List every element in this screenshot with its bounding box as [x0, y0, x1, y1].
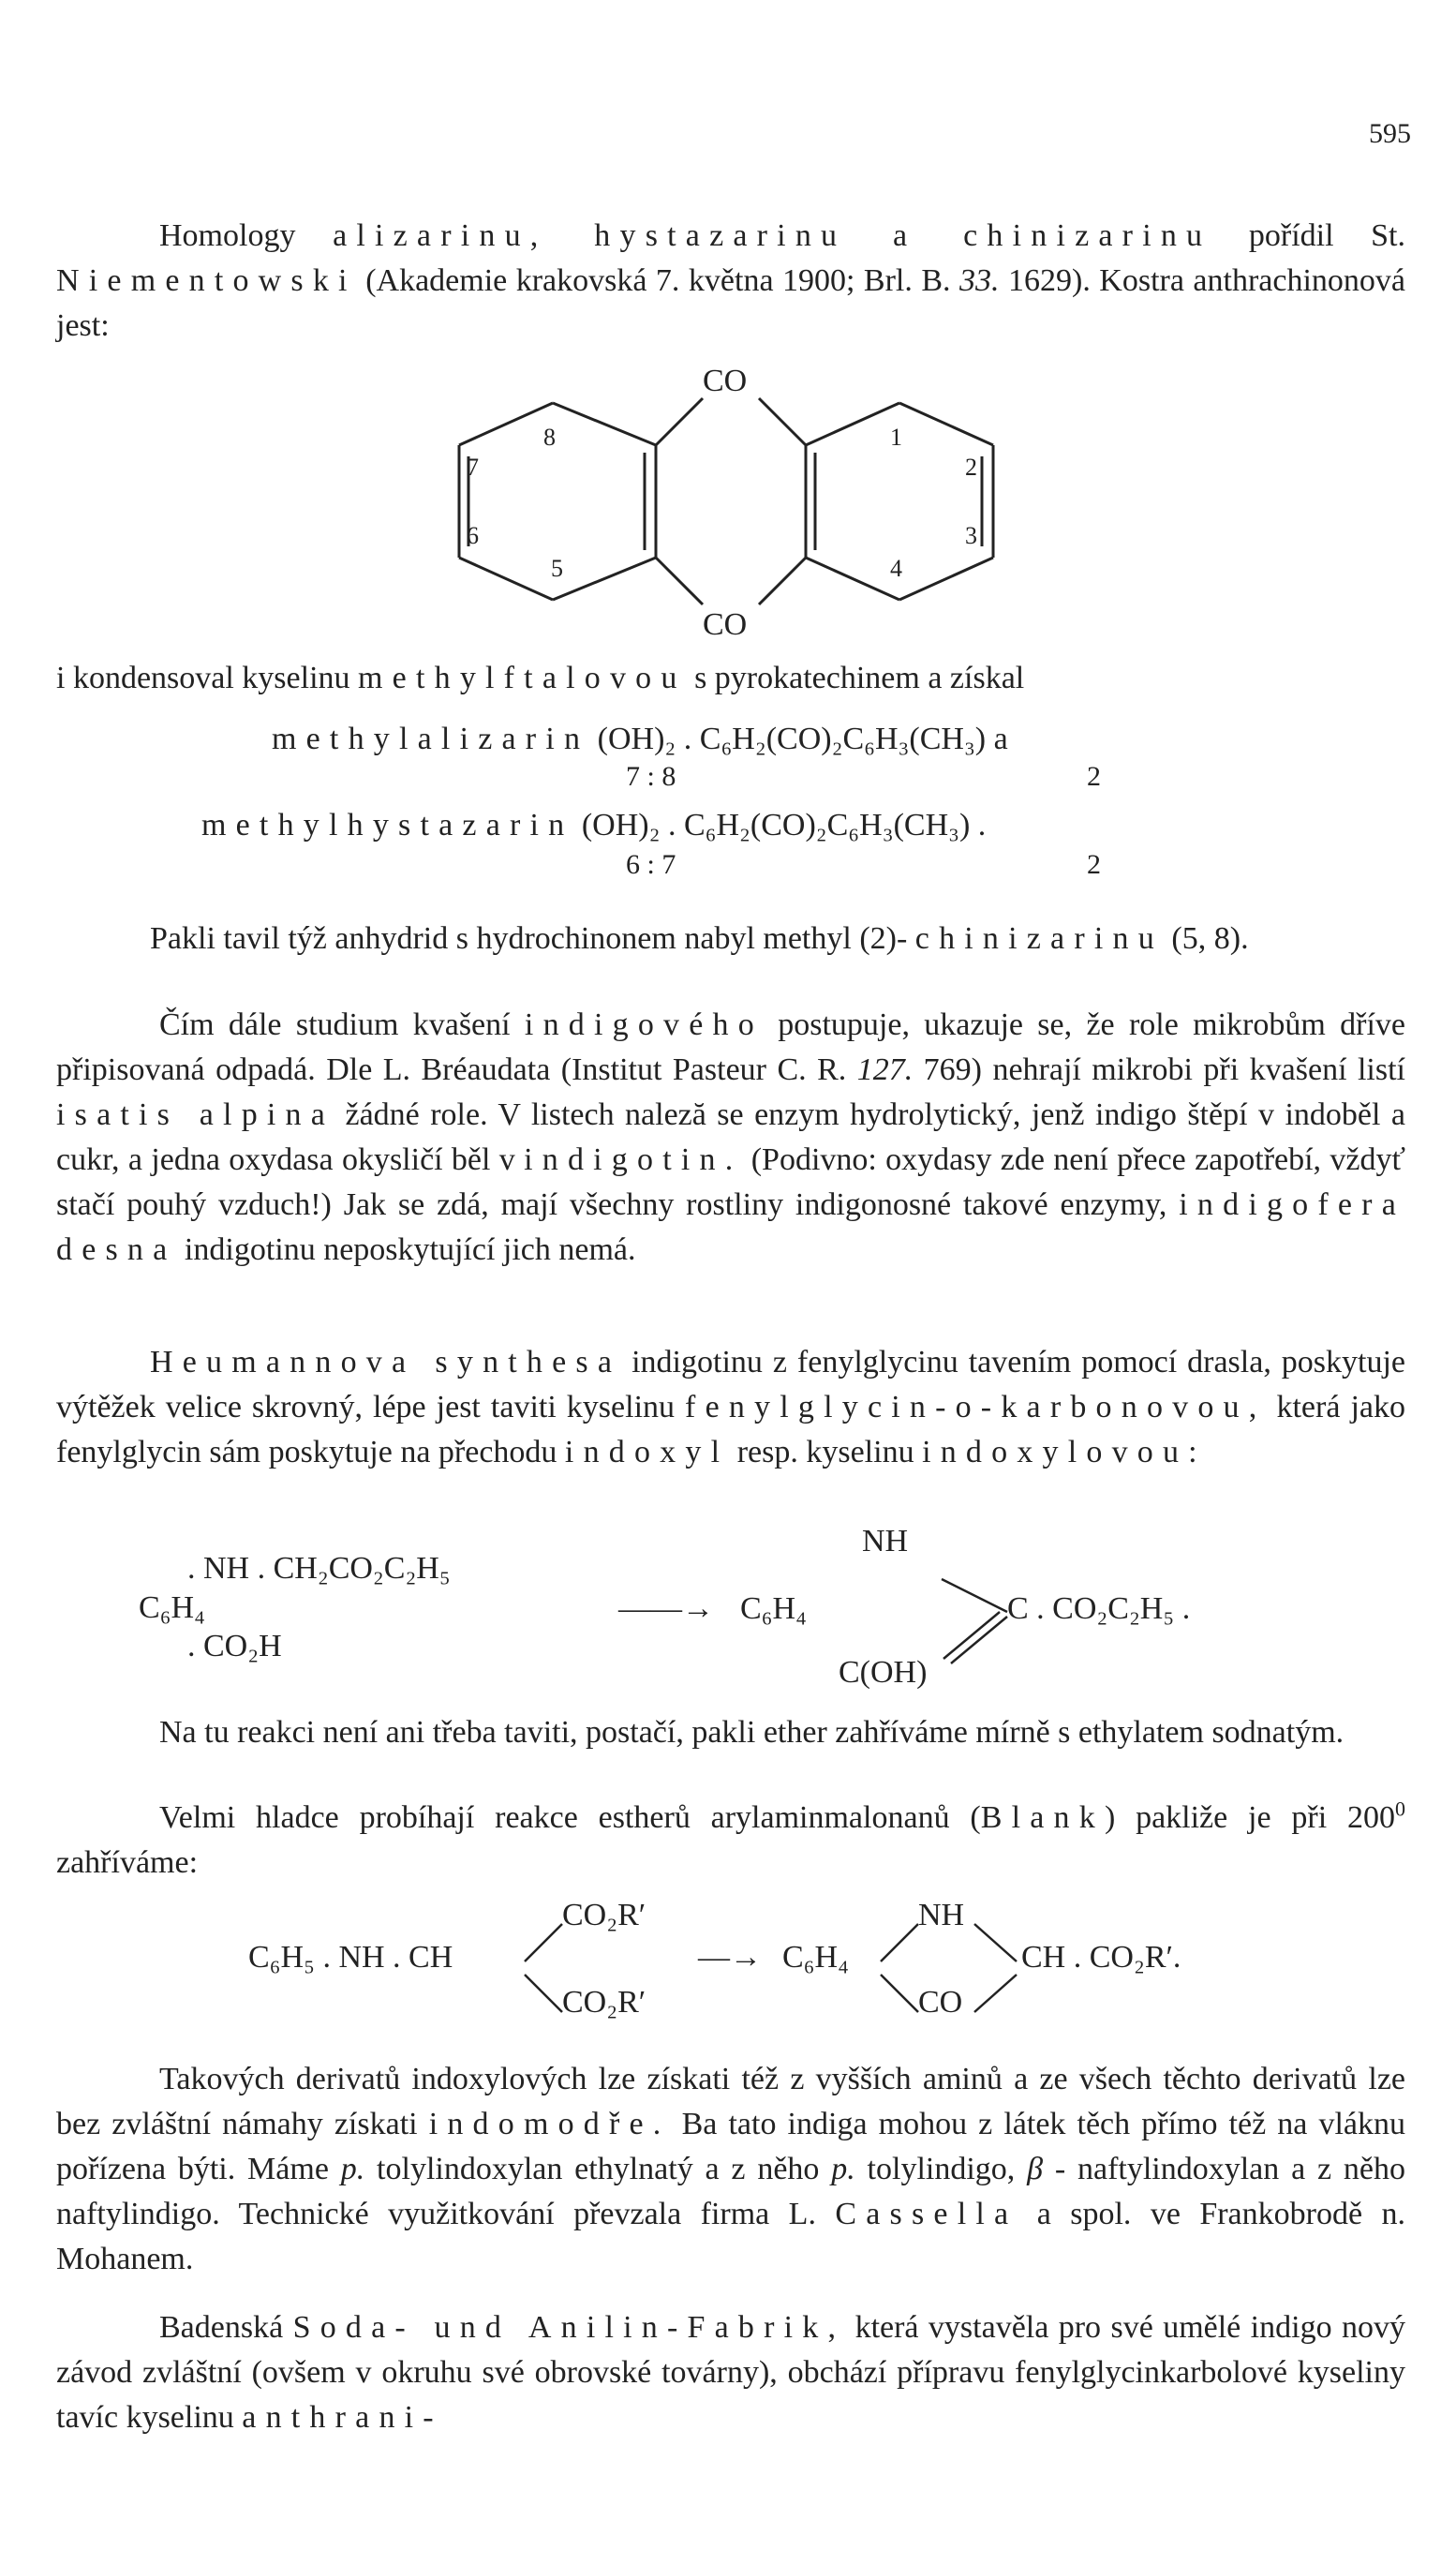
carbonyl-top-label: CO [703, 364, 748, 398]
reaction2-malonate-bonds [520, 1916, 567, 2020]
reaction1-coh: C(OH) [839, 1655, 928, 1690]
paragraph-heumann-synthesis: Heumannova synthesa indigotinu z fenylglycinu tavením pomocí drasla, poskytuje výtěžek velice skrovný, lépe jest taviti kyselinu fenylglycin-o-karbonovou, která jako fenylglycin sám poskytuje na přechodu indoxyl resp. kyselinu indoxylovou: [56, 1345, 1405, 1469]
paragraph-chinizarin: Pakli tavil týž anhydrid s hydrochinonem nabyl methyl (2)- chinizarinu (5, 8). [150, 921, 1249, 956]
position-5: 5 [551, 555, 563, 582]
reaction1-ring-bonds [932, 1574, 1017, 1668]
position-4: 4 [890, 555, 902, 582]
reaction2-ring-bonds [876, 1916, 1026, 2020]
reaction1-arrow: ——→ [618, 1591, 714, 1626]
position-2: 2 [965, 454, 977, 481]
formula-methylalizarin: methylalizarin (OH)₂ . C₆H₂(CO)₂C₆H₃(CH₃) a [272, 722, 1008, 756]
reaction2-co: CO [918, 1985, 963, 2020]
reaction2-co2r-top: CO₂R′ [562, 1898, 646, 1932]
paragraph-badische: Badenská Soda- und Anilin-Fabrik, která vystavěla pro své umělé indigo nový závod zvláštní (ovšem v okruhu své obrovské továrny), obchází přípravu fenylglycinkarbolové kyseliny tavíc kyselinu anthrani- [56, 2310, 1405, 2435]
position-6: 6 [467, 522, 479, 549]
reaction1-left-top: . NH . CH₂CO₂C₂H₅ [187, 1551, 451, 1586]
reaction1-nh: NH [862, 1524, 909, 1558]
reaction1-left-bottom: . CO₂H [187, 1629, 282, 1663]
position-3: 3 [965, 522, 977, 549]
formula-methylhystazarin: methylhystazarin (OH)₂ . C₆H₂(CO)₂C₆H₃(CH₃) . [201, 808, 987, 843]
reaction1-left-base: C₆H₄ [139, 1590, 205, 1625]
paragraph-indigo-fermentation: Čím dále studium kvašení indigového postupuje, ukazuje se, že role mikrobům dříve připisovaná odpadá. Dle L. Bréaudata (Institut Pasteur C. R. 127. 769) nehrají mikrobi při kvašení listí isatis alpina žádné role. V listech naleză se enzym hydrolytický, jenž indigo štěpí v indoběl a cukr, a jedna oxydasa okysličí běl v indigotin. (Podivno: oxydasy zde není přece zapotřebí, vždyť stačí pouhý vzduch!) Jak se zdá, mají všechny rostliny indigonosné takové enzymy, indigofera desna indigotinu neposkytující jich nemá. [56, 1007, 1405, 1267]
paragraph-indoxyl-derivatives: Takových derivatů indoxylových lze získati též z vyšších aminů a ze všech těchto derivatů lze bez zvláštní námahy získati indomodře. Ba tato indiga mohou z látek těch přímo též na vláknu pořízena býti. Máme p. tolylindoxylan ethylnatý a z něho p. tolylindigo, β - naftylindoxylan a z něho naftylindigo. Technické využitkování převzala firma L. Cassella a spol. ve Frankobrodě n. Mohanem. [56, 2062, 1405, 2276]
reaction2-nh: NH [918, 1898, 965, 1932]
position-8: 8 [543, 424, 556, 451]
paragraph-homology: Homology alizarinu, hystazarinu a chinizarinu pořídil St. Niementowski (Akademie krakovská 7. května 1900; Brl. B. 33. 1629). Kostra anthrachinonová jest: [56, 218, 1405, 343]
reaction1-right-base: C₆H₄ [740, 1591, 807, 1626]
reaction2-arrow: —→ [698, 1940, 762, 1975]
reaction2-right-base: C₆H₄ [782, 1940, 849, 1975]
anthraquinone-diagram [431, 351, 1031, 642]
reaction2-left: C₆H₅ . NH . CH [248, 1940, 453, 1975]
formula-methylhystazarin-pos-right: 2 [1087, 849, 1101, 880]
position-7: 7 [467, 454, 479, 481]
paragraph-arylaminmalonate: Velmi hladce probíhají reakce estherů arylaminmalonanů (Blank) pakliže je při $200^0$ zahříváme: [56, 1797, 1406, 1880]
paragraph-condensation: i kondensoval kyselinu methylftalovou s pyrokatechinem a získal [56, 661, 1025, 695]
paragraph-reaction-note: Na tu reakci není ani třeba taviti, postačí, pakli ether zahříváme mírně s ethylatem sodnatým. [159, 1715, 1345, 1750]
page-number: 595 [1369, 118, 1411, 149]
formula-methylalizarin-pos-right: 2 [1087, 761, 1101, 792]
reaction1-c-part: C . CO₂C₂H₅ . [1007, 1591, 1191, 1626]
carbonyl-bottom-label: CO [703, 607, 748, 642]
formula-methylhystazarin-pos-left: 6 : 7 [626, 849, 676, 880]
position-1: 1 [890, 424, 902, 451]
formula-methylalizarin-pos-left: 7 : 8 [626, 761, 676, 792]
reaction2-co2r-bottom: CO₂R′ [562, 1985, 646, 2020]
reaction2-right-tail: CH . CO₂R′. [1021, 1940, 1181, 1975]
